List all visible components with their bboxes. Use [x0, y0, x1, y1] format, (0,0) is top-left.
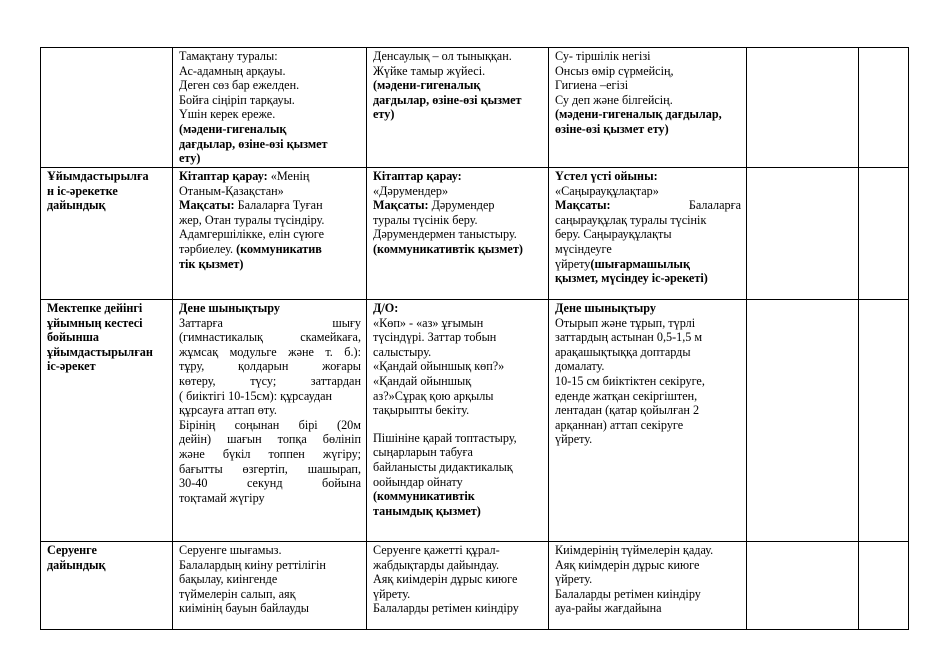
row-label-cell [41, 48, 173, 168]
cell-line [373, 359, 543, 374]
text: оойындар ойнату [373, 474, 463, 489]
row-label-cell [41, 542, 173, 630]
cell-line [373, 169, 543, 184]
cell-line [555, 184, 741, 199]
empty-cell [747, 542, 859, 630]
cell-line [373, 49, 543, 64]
day-cell [549, 300, 747, 542]
row-label-line: Ұйымдастырылға [47, 169, 149, 183]
table-row [41, 542, 909, 630]
bold-text: Үстел үсті ойыны: [555, 169, 658, 183]
cell-line [373, 587, 543, 602]
day-cell [173, 300, 367, 542]
cell-line [373, 198, 543, 213]
cell-line [373, 374, 543, 389]
cell-line [373, 489, 543, 504]
cell-line [179, 587, 361, 602]
cell-line [179, 242, 361, 257]
cell-line [373, 345, 543, 360]
cell-line [373, 460, 543, 475]
text: Киімдерінің түймелерін қадау. [555, 543, 714, 557]
table-row [41, 48, 909, 168]
text: Балаларға Туған [237, 198, 323, 213]
text: Денсаулық – ол тыныққан. [373, 49, 512, 63]
text: ауа-райы жағдайына [555, 601, 662, 616]
text: тұру, қолдарын жоғары [179, 359, 361, 374]
row-label-line: Мектепке дейінгі [47, 301, 143, 315]
cell-line [373, 93, 543, 108]
cell-line [179, 462, 361, 477]
bold-text: (коммуникатив [236, 241, 322, 256]
cell-line [555, 572, 741, 587]
cell-line [555, 213, 741, 228]
cell-line [179, 107, 361, 122]
text: Заттарға шығу [179, 315, 361, 330]
text: үйрету [555, 256, 591, 271]
bold-text: Дене шынықтыру [179, 301, 280, 315]
cell-line [555, 301, 741, 316]
text: «Саңырауқұлақтар» [555, 183, 659, 198]
plan-table-body [41, 48, 909, 630]
cell-line [179, 64, 361, 79]
cell-line [373, 227, 543, 242]
cell-line [555, 403, 741, 418]
cell-line [555, 242, 741, 257]
cell-line [555, 169, 741, 184]
cell-line [555, 418, 741, 433]
cell-line [555, 198, 741, 213]
bold-text: Мақсаты: [373, 198, 432, 213]
cell-line [179, 330, 361, 345]
cell-line [179, 198, 361, 213]
empty-cell [859, 300, 909, 542]
cell-line [373, 431, 543, 446]
text: Балаларды ретімен киіндіру [373, 601, 519, 616]
bold-text: дағдылар, өзіне-өзі қызмет [373, 92, 522, 107]
text: бақылау, киінгенде [179, 572, 278, 587]
cell-line [373, 330, 543, 345]
cell-line [179, 151, 361, 166]
cell-line [555, 558, 741, 573]
bold-text: (шығармашылық [590, 256, 690, 271]
text: «Дәрумендер» [373, 183, 449, 198]
row-label-line: дайындық [47, 557, 106, 572]
cell-line [179, 476, 361, 491]
empty-cell [747, 48, 859, 168]
empty-cell [859, 48, 909, 168]
blank-line [373, 418, 543, 431]
text: ( биіктігі 10-15см): құрсаудан [179, 388, 333, 403]
bold-text: өзіне-өзі қызмет ету) [555, 121, 669, 136]
cell-line [373, 389, 543, 404]
cell-line [373, 601, 543, 616]
bold-text: қызмет, мүсіндеу іс-әрекеті) [555, 271, 708, 286]
plan-table [40, 47, 909, 630]
bold-text: (мәдени-гигеналық [179, 121, 287, 136]
text: Пішініне қарай топтастыру, [373, 430, 517, 445]
text: арқаннан) аттап секіруге [555, 417, 684, 432]
text: аз?»Сұрақ қою арқылы [373, 388, 494, 403]
text: жабдықтарды дайындау. [373, 557, 500, 572]
cell-line [179, 491, 361, 506]
text: Жүйке тамыр жүйесі. [373, 63, 486, 78]
cell-line [555, 543, 741, 558]
text: беру. Саңырауқұлақты [555, 227, 672, 242]
cell-line [555, 271, 741, 286]
cell-line [555, 64, 741, 79]
cell-line [555, 257, 741, 272]
text: Серуенге қажетті құрал- [373, 543, 500, 557]
text: Балалардың киіну реттілігін [179, 557, 326, 572]
table-row [41, 168, 909, 300]
text: Серуенге шығамыз. [179, 543, 282, 557]
cell-line [373, 316, 543, 331]
cell-line [179, 316, 361, 331]
cell-line [555, 227, 741, 242]
text: Адамгершілікке, елін сүюге [179, 227, 325, 242]
text: заттардың астынан 0,5-1,5 м [555, 330, 703, 345]
text: туралы түсінік беру. [373, 212, 478, 227]
cell-line [179, 213, 361, 228]
empty-cell [859, 168, 909, 300]
text: Аяқ киімдерін дұрыс киюге [373, 572, 518, 587]
text: домалату. [555, 359, 605, 374]
cell-line [555, 330, 741, 345]
bold-text: танымдық қызмет) [373, 503, 481, 518]
cell-line [555, 389, 741, 404]
cell-line [179, 137, 361, 152]
row-label-cell [41, 300, 173, 542]
cell-line [179, 403, 361, 418]
bold-text: Кітаптар қарау: [179, 169, 271, 183]
text: Ас-адамның арқауы. [179, 63, 286, 78]
cell-line [179, 359, 361, 374]
text: Аяқ киімдерін дұрыс киюге [555, 557, 700, 572]
text: көтеру, түсу; заттардан [179, 373, 361, 388]
row-label-line: ұйымдастырылған [47, 344, 153, 359]
bold-text: Д/О: [373, 301, 399, 315]
text: лентадан (қатар қойылған 2 [555, 403, 700, 418]
day-cell [549, 168, 747, 300]
text: сыңарларын табуға [373, 445, 473, 460]
text: арақашықтыққа доптарды [555, 344, 691, 359]
cell-line [179, 432, 361, 447]
day-cell [367, 542, 549, 630]
cell-line [555, 49, 741, 64]
text: «Көп» - «аз» ұғымын [373, 315, 484, 330]
text: үйрету. [555, 572, 593, 587]
cell-line [179, 301, 361, 316]
cell-line [373, 301, 543, 316]
cell-line [179, 184, 361, 199]
cell-line [373, 558, 543, 573]
cell-line [179, 543, 361, 558]
day-cell [549, 48, 747, 168]
cell-line [179, 418, 361, 433]
day-cell [549, 542, 747, 630]
day-cell [367, 48, 549, 168]
empty-cell [747, 168, 859, 300]
cell-line [555, 374, 741, 389]
text: салыстыру. [373, 344, 432, 359]
text: Бойға сіңіріп тарқауы. [179, 92, 295, 107]
cell-line [373, 184, 543, 199]
table-row [41, 300, 909, 542]
text: 10-15 см биіктіктен секіруге, [555, 373, 705, 388]
text: (гимнастикалық скамейкаға, [179, 330, 361, 345]
text: құрсауға аттап өту. [179, 403, 277, 418]
bold-text: Кітаптар қарау: [373, 169, 462, 183]
text: тоқтамай жүгіру [179, 490, 265, 505]
cell-line [179, 78, 361, 93]
cell-line [179, 122, 361, 137]
bold-text: ету) [179, 151, 201, 166]
cell-line [373, 242, 543, 257]
row-label-line: дайындық [47, 198, 106, 213]
text: «Қандай ойыншық көп?» [373, 359, 505, 374]
text: Су- тіршілік негізі [555, 49, 651, 63]
text: Тамақтану туралы: [179, 49, 278, 63]
empty-cell [859, 542, 909, 630]
row-label-line: бойынша [47, 330, 99, 345]
cell-line [179, 447, 361, 462]
bold-text: Мақсаты: [179, 198, 238, 213]
text: жұмсақ модульге және т. б.): [179, 344, 361, 359]
cell-line [373, 572, 543, 587]
day-cell [173, 542, 367, 630]
day-cell [173, 48, 367, 168]
cell-line [373, 78, 543, 93]
cell-line [179, 227, 361, 242]
cell-line [179, 374, 361, 389]
text: Дәрумендер [431, 198, 495, 213]
text: Отырып және тұрып, түрлі [555, 315, 696, 330]
day-cell [367, 168, 549, 300]
text: Отаным-Қазақстан» [179, 183, 284, 198]
bold-text: ету) [373, 107, 395, 122]
cell-line [179, 169, 361, 184]
row-label-line: ұйымның кестесі [47, 315, 143, 330]
text: киімінің бауын байлауды [179, 601, 309, 616]
cell-line [179, 93, 361, 108]
cell-line [179, 572, 361, 587]
cell-line [373, 107, 543, 122]
text: Су деп және білгейсің. [555, 92, 673, 107]
bold-text: дағдылар, өзіне-өзі қызмет [179, 136, 328, 151]
cell-line [555, 78, 741, 93]
text: Дәрумендермен таныстыру. [373, 227, 517, 242]
cell-line [373, 64, 543, 79]
text: Балаларды ретімен киіндіру [555, 586, 701, 601]
cell-line [373, 504, 543, 519]
empty-cell [747, 300, 859, 542]
text: байланысты дидактикалық [373, 459, 513, 474]
text: Балаларға [688, 198, 741, 213]
row-label-line: Серуенге [47, 543, 97, 557]
cell-line [555, 316, 741, 331]
cell-line [555, 107, 741, 122]
text: «Менің [270, 169, 310, 183]
cell-line [179, 257, 361, 272]
bold-text: (коммуникативтік қызмет) [373, 241, 523, 256]
text: 30-40 секунд бойына [179, 476, 361, 491]
text: түсіндүрі. Заттар тобын [373, 330, 497, 345]
cell-line [373, 445, 543, 460]
text: Үшін керек ереже. [179, 107, 276, 122]
bold-text: (мәдени-гигеналық дағдылар, [555, 107, 722, 122]
cell-line [373, 543, 543, 558]
cell-line [555, 345, 741, 360]
text: және бүкіл топпен жүгіру; [179, 446, 361, 461]
text: дейін) шағын топқа бөлініп [179, 432, 361, 447]
cell-line [373, 213, 543, 228]
day-cell [173, 168, 367, 300]
bold-text: Дене шынықтыру [555, 301, 656, 315]
text: бағытты өзгертіп, шашырап, [179, 461, 361, 476]
text: үйрету. [373, 586, 411, 601]
cell-line [179, 345, 361, 360]
row-label-line: н іс-әрекетке [47, 183, 118, 198]
cell-line [179, 601, 361, 616]
cell-line [179, 49, 361, 64]
text: мүсіндеуге [555, 241, 612, 256]
text: тәрбиелеу. [179, 241, 237, 256]
text: жер, Отан туралы түсіндіру. [179, 212, 325, 227]
bold-text: (мәдени-гигеналық [373, 78, 481, 93]
cell-line [555, 93, 741, 108]
bold-text: Мақсаты: [555, 198, 689, 213]
cell-line [373, 475, 543, 490]
text: «Қандай ойыншық [373, 373, 472, 388]
row-label-line: іс-әрекет [47, 359, 96, 374]
text: үйрету. [555, 432, 593, 447]
text: түймелерін салып, аяқ [179, 586, 296, 601]
cell-line [555, 587, 741, 602]
text: Бірінің соңынан бірі (20м [179, 417, 361, 432]
bold-text: (коммуникативтік [373, 489, 475, 504]
cell-line [555, 122, 741, 137]
row-label-cell [41, 168, 173, 300]
text: Деген сөз бар ежелден. [179, 78, 300, 93]
text: Онсыз өмір сүрмейсің, [555, 63, 674, 78]
cell-line [555, 359, 741, 374]
bold-text: тік қызмет) [179, 256, 244, 271]
cell-line [179, 389, 361, 404]
cell-line [373, 403, 543, 418]
cell-line [555, 601, 741, 616]
day-cell [367, 300, 549, 542]
text: саңырауқұлақ туралы түсінік [555, 212, 707, 227]
text: Гигиена –егізі [555, 78, 629, 93]
text: еденде жатқан секіргіштен, [555, 388, 698, 403]
text: тақырыпты бекіту. [373, 403, 470, 418]
cell-line [179, 558, 361, 573]
cell-line [555, 432, 741, 447]
